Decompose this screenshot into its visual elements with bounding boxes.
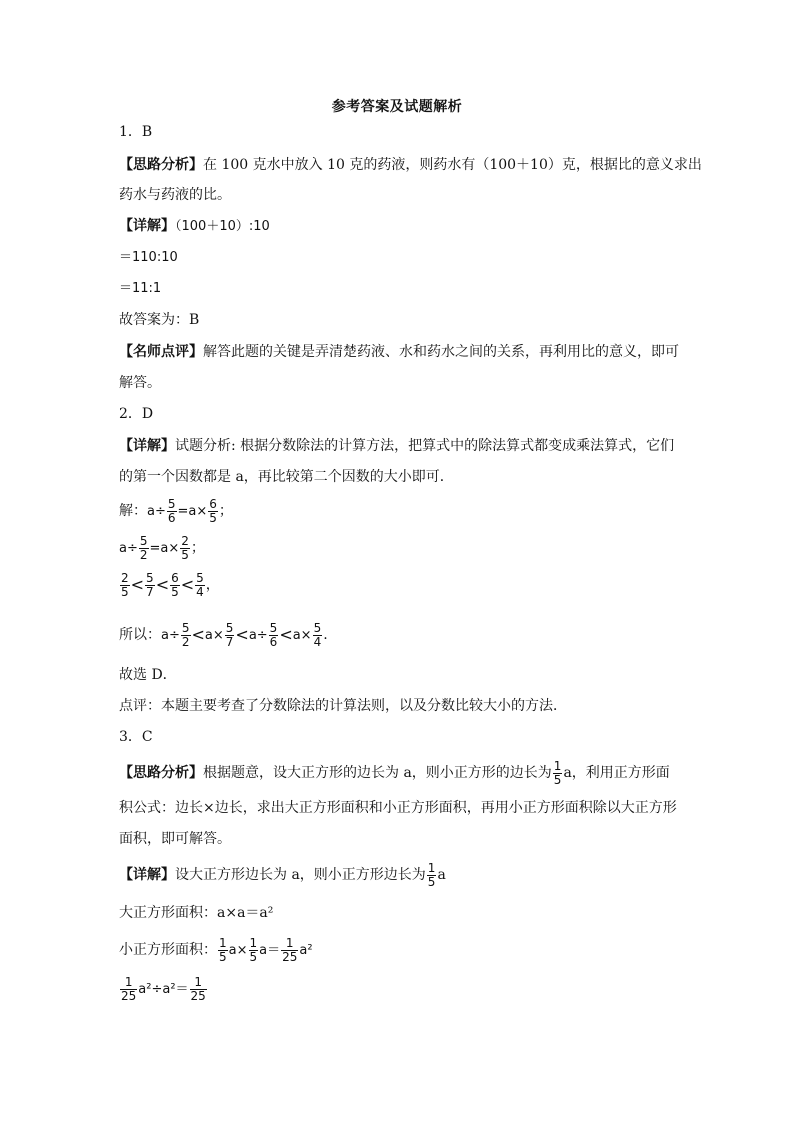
q1-step-1: ＝110:10 [119, 250, 178, 265]
q3-analysis-tag: 【思路分析】 [119, 765, 203, 781]
less-than-sign: < [155, 575, 170, 594]
q2-answer: 故选 D． [119, 667, 177, 683]
fraction-5-2: $\frac{5}{2}$ [181, 620, 190, 649]
q2-equation-2: a÷ $\frac{5}{2}$ =a× $\frac{2}{5}$ ； [119, 533, 205, 562]
q2-equation-1: 解：a÷ $\frac{5}{6}$ =a× $\frac{6}{5}$ ； [119, 496, 233, 525]
q1-comment-text-1: 解答此题的关键是弄清楚药液、水和药水之间的关系，再利用比的意义，即可 [203, 344, 679, 360]
fraction-1-25: $\frac{1}{25}$ [121, 974, 137, 1003]
q1-analysis-line-1 [119, 155, 702, 175]
q2-conclusion: 所以：a÷ $\frac{5}{2}$ <a× $\frac{5}{7}$ <a÷ $\frac{5}{6}$ <a× $\frac{5}{4}$ . [119, 620, 328, 649]
q1-analysis-tag: 【思路分析】 [119, 157, 203, 173]
fraction-5-2: $\frac{5}{2}$ [139, 533, 148, 562]
q1-answer: 故答案为：B [119, 312, 200, 328]
fraction-1-25: $\frac{1}{25}$ [282, 935, 298, 964]
fraction-1-5: $\frac{1}{5}$ [553, 758, 562, 787]
q3-ratio: $\frac{1}{25}$ a²÷a²＝ $\frac{1}{25}$ [121, 974, 206, 1003]
q1-detail-tag: 【详解】 [119, 218, 175, 234]
q3-analysis-line-1: 【思路分析】根据题意，设大正方形的边长为 a，则小正方形的边长为 $\frac{1}{5}$ a，利用正方形面 [119, 758, 670, 787]
q2-detail-line-1 [119, 436, 689, 456]
q3-number: 3．C [119, 729, 153, 745]
fraction-5-6: $\frac{5}{6}$ [269, 620, 278, 649]
fraction-1-5: $\frac{1}{5}$ [427, 860, 436, 889]
fraction-1-5: $\frac{1}{5}$ [219, 935, 227, 964]
q3-big-area: 大正方形面积：a×a＝a² [119, 905, 274, 921]
q1-number: 1．B [119, 124, 153, 140]
q3-analysis-line-3: 面积，即可解答。 [119, 831, 231, 847]
q1-detail-text: （100＋10）:10 [175, 219, 270, 234]
q1-comment-tag: 【名师点评】 [119, 344, 203, 360]
fraction-2-5: $\frac{2}{5}$ [121, 570, 129, 599]
q3-detail-tag: 【详解】 [119, 867, 175, 883]
q1-comment-line-1 [119, 342, 689, 362]
fraction-6-5: $\frac{6}{5}$ [171, 570, 179, 599]
fraction-5-6: $\frac{5}{6}$ [167, 496, 176, 525]
fraction-6-5: $\frac{6}{5}$ [209, 496, 217, 525]
q2-inequality: $\frac{2}{5}$ < $\frac{5}{7}$ < $\frac{6}{5}$ < $\frac{5}{4}$ ， [121, 570, 220, 599]
fraction-5-7: $\frac{5}{7}$ [146, 570, 154, 599]
less-than-sign: < [130, 575, 145, 594]
fraction-1-5: $\frac{1}{5}$ [249, 935, 258, 964]
q1-analysis-line-2: 药水与药液的比。 [119, 187, 231, 203]
fraction-5-4: $\frac{5}{4}$ [313, 620, 322, 649]
fraction-5-4: $\frac{5}{4}$ [196, 570, 204, 599]
q2-detail-line-2: 的第一个因数都是 a，再比较第二个因数的大小即可． [119, 469, 454, 485]
q2-number: 2．D [119, 406, 154, 422]
q1-detail-line [119, 216, 689, 237]
q2-so-label: 所以： [119, 627, 161, 643]
q2-detail-tag: 【详解】 [119, 438, 175, 454]
fraction-5-7: $\frac{5}{7}$ [225, 620, 234, 649]
fraction-2-5: $\frac{2}{5}$ [181, 533, 189, 562]
q1-step-2: ＝11:1 [119, 281, 162, 296]
q2-detail-text-1: 试题分析: 根据分数除法的计算方法，把算式中的除法算式都变成乘法算式，它们 [175, 438, 675, 454]
q3-detail-line: 【详解】设大正方形边长为 a，则小正方形边长为 $\frac{1}{5}$ a [119, 860, 446, 889]
less-than-sign: < [180, 575, 195, 594]
q1-analysis-text-1: 在 100 克水中放入 10 克的药液，则药水有（100＋10）克，根据比的意义求出 [203, 157, 702, 173]
q3-analysis-line-2: 积公式：边长×边长，求出大正方形面积和小正方形面积，再用小正方形面积除以大正方形 [119, 800, 677, 816]
q3-small-area: 小正方形面积： $\frac{1}{5}$ a× $\frac{1}{5}$ a＝ $\frac{1}{25}$ a² [119, 935, 313, 964]
page-title: 参考答案及试题解析 [331, 99, 463, 115]
q2-solution-label: 解： [119, 503, 147, 519]
fraction-1-25: $\frac{1}{25}$ [190, 974, 206, 1003]
q1-comment-line-2: 解答。 [119, 375, 161, 391]
q2-comment: 点评：本题主要考查了分数除法的计算法则，以及分数比较大小的方法． [119, 698, 567, 714]
